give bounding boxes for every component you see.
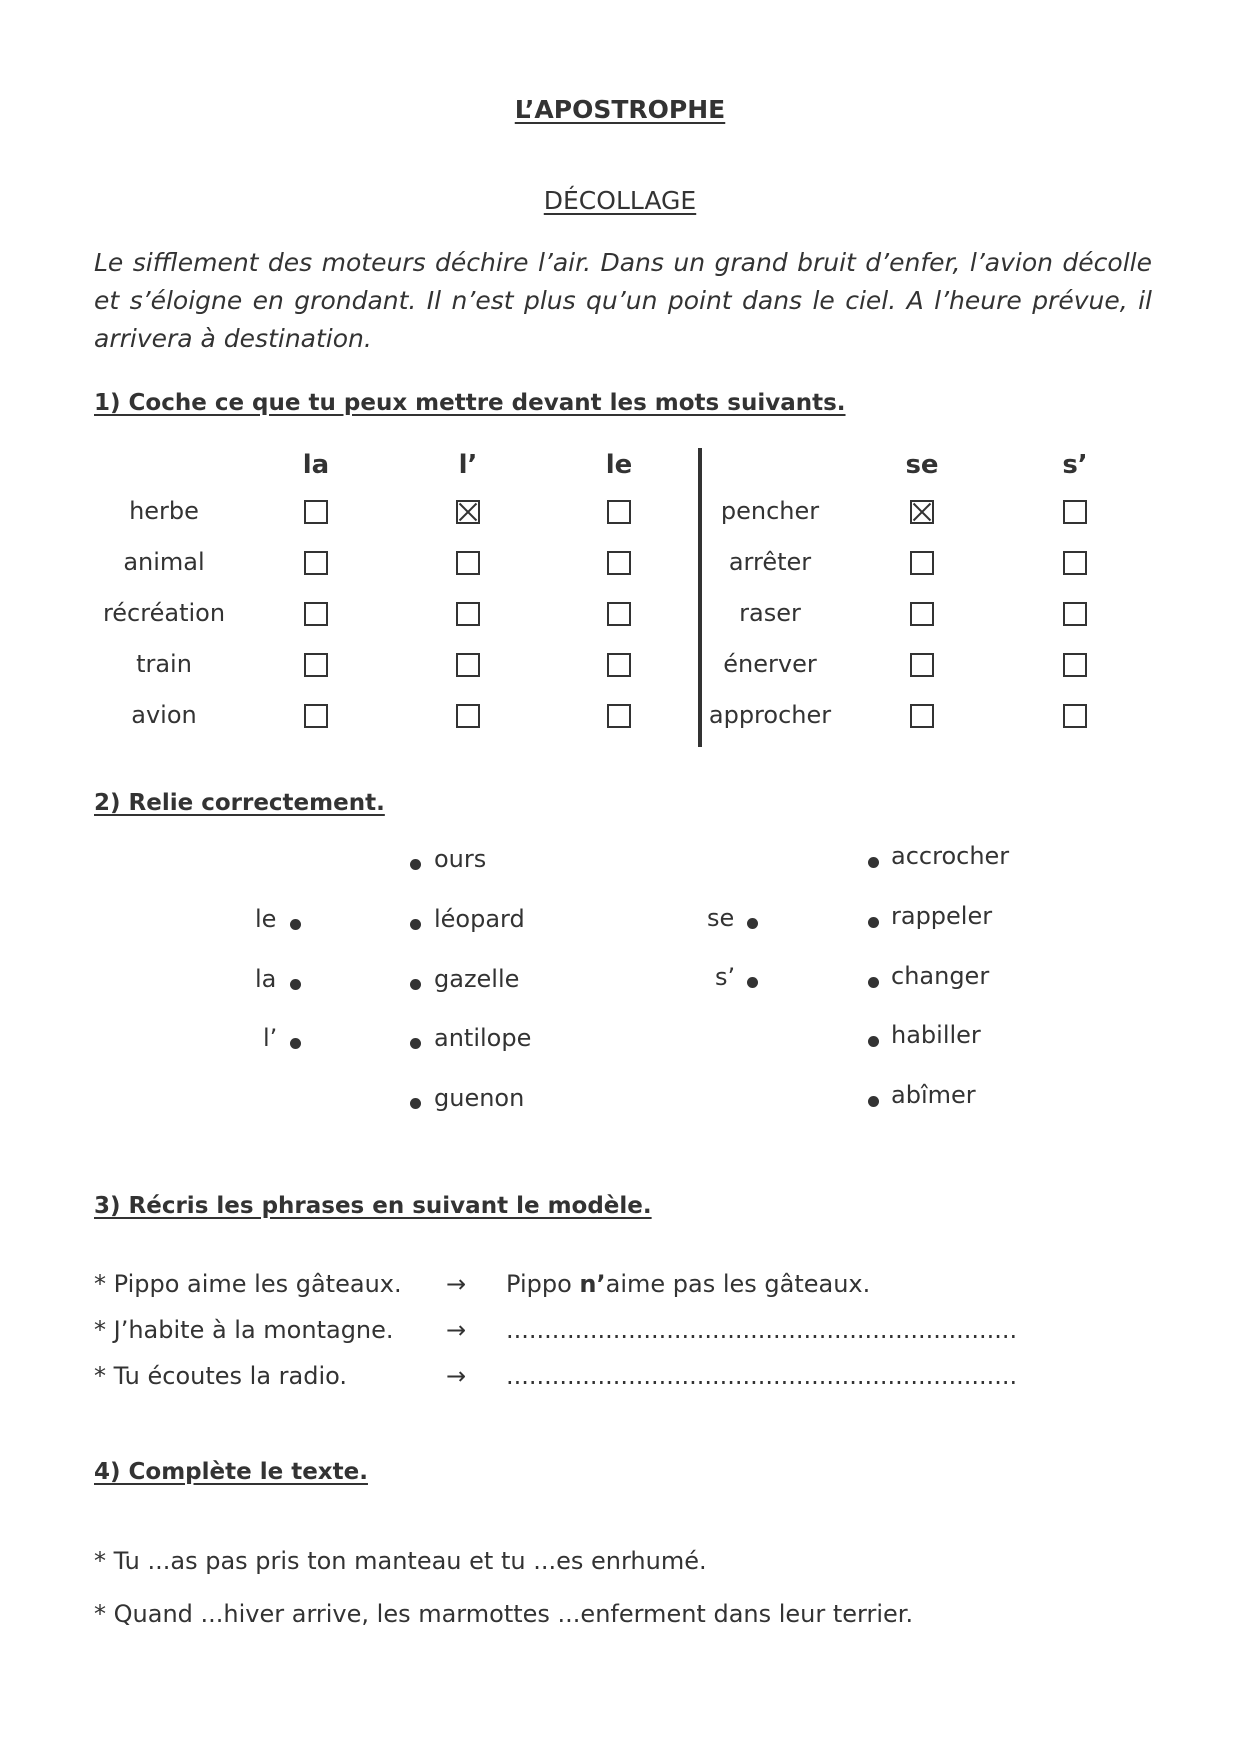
word-right: raser (739, 599, 801, 627)
checkbox[interactable] (910, 551, 934, 575)
checkbox[interactable] (456, 602, 480, 626)
match-dot[interactable] (868, 917, 879, 928)
checkbox[interactable] (607, 500, 631, 524)
checkbox[interactable] (456, 653, 480, 677)
checkbox[interactable] (304, 551, 328, 575)
checkbox[interactable] (910, 500, 934, 524)
match-dot[interactable] (868, 977, 879, 988)
checkbox[interactable] (456, 500, 480, 524)
match-dot[interactable] (410, 859, 421, 870)
rewrite-source-3: * Tu écoutes la radio. (94, 1362, 348, 1390)
match-dot[interactable] (410, 979, 421, 990)
match-dot[interactable] (410, 1038, 421, 1049)
arrow-3: → (446, 1362, 467, 1390)
word-left: récréation (102, 599, 226, 627)
rewrite-model-answer (506, 1270, 870, 1298)
article-label: la (255, 965, 277, 993)
col-header-la: la (302, 450, 330, 480)
checkbox[interactable] (1063, 500, 1087, 524)
exercise-2-heading: 2) Relie correctement. (94, 790, 385, 816)
page-title: L’APOSTROPHE (514, 95, 726, 124)
verb-label: rappeler (891, 902, 993, 930)
word-left: herbe (129, 497, 199, 525)
checkbox[interactable] (910, 602, 934, 626)
noun-label: ours (434, 845, 487, 873)
checkbox[interactable] (456, 704, 480, 728)
fill-in-line-2: * Quand ...hiver arrive, les marmottes ...enferment dans leur terrier. (94, 1600, 914, 1628)
pronoun-label: se (707, 904, 735, 932)
pronoun-label: s’ (715, 963, 736, 991)
answer-blank-3[interactable]: ................................................................... (506, 1362, 1018, 1390)
match-dot[interactable] (868, 1096, 879, 1107)
verb-label: changer (891, 962, 990, 990)
checkbox[interactable] (1063, 704, 1087, 728)
word-left: train (136, 650, 192, 678)
verb-label: habiller (891, 1021, 981, 1049)
arrow-1: → (446, 1270, 467, 1298)
checkbox[interactable] (1063, 653, 1087, 677)
col-header-se: se (905, 450, 939, 480)
checkbox[interactable] (1063, 551, 1087, 575)
fill-in-line-1: * Tu ...as pas pris ton manteau et tu ...es enrhumé. (94, 1547, 707, 1575)
intro-paragraph: Le sifflement des moteurs déchire l’air. Dans un grand bruit d’enfer, l’avion décolle et s’éloigne en grondant. Il n’est plus qu’un point dans le ciel. A l’heure prévue, il arrivera à destination. (94, 248, 1152, 353)
noun-label: antilope (434, 1024, 532, 1052)
verb-label: accrocher (891, 842, 1010, 870)
checkbox[interactable] (607, 602, 631, 626)
verb-label: abîmer (891, 1081, 976, 1109)
match-dot[interactable] (410, 1098, 421, 1109)
match-dot[interactable] (290, 919, 301, 930)
noun-label: guenon (434, 1084, 525, 1112)
word-right: énerver (723, 650, 817, 678)
model-answer-part-2: aime pas les gâteaux. (605, 1270, 871, 1298)
rewrite-source-2: * J’habite à la montagne. (94, 1316, 394, 1344)
checkbox[interactable] (304, 704, 328, 728)
checkbox[interactable] (910, 653, 934, 677)
checkbox[interactable] (607, 704, 631, 728)
word-right: pencher (720, 497, 820, 525)
word-left: animal (123, 548, 205, 576)
page-subtitle: DÉCOLLAGE (543, 186, 697, 215)
answer-blank-2[interactable]: ................................................................... (506, 1316, 1018, 1344)
model-answer-part-1: Pippo (506, 1270, 580, 1298)
match-dot[interactable] (747, 918, 758, 929)
noun-label: léopard (434, 905, 525, 933)
checkbox[interactable] (304, 653, 328, 677)
noun-label: gazelle (434, 965, 520, 993)
checkbox[interactable] (1063, 602, 1087, 626)
match-dot[interactable] (290, 1038, 301, 1049)
article-label: l’ (263, 1024, 278, 1052)
word-right: approcher (708, 701, 832, 729)
match-dot[interactable] (868, 857, 879, 868)
col-header-l-apostrophe: l’ (458, 450, 478, 480)
checkbox[interactable] (456, 551, 480, 575)
match-dot[interactable] (868, 1036, 879, 1047)
model-answer-negation: n’ (579, 1270, 606, 1298)
word-right: arrêter (728, 548, 812, 576)
col-header-s-apostrophe: s’ (1062, 450, 1088, 480)
word-left: avion (131, 701, 197, 729)
match-dot[interactable] (290, 979, 301, 990)
match-dot[interactable] (747, 977, 758, 988)
article-label: le (255, 905, 277, 933)
exercise-4-heading: 4) Complète le texte. (94, 1459, 368, 1485)
exercise-3-heading: 3) Récris les phrases en suivant le modèle. (94, 1193, 652, 1219)
arrow-2: → (446, 1316, 467, 1344)
checkbox[interactable] (910, 704, 934, 728)
exercise-1-heading: 1) Coche ce que tu peux mettre devant les mots suivants. (94, 390, 846, 416)
rewrite-source-1: * Pippo aime les gâteaux. (94, 1270, 402, 1298)
checkbox[interactable] (607, 653, 631, 677)
checkbox[interactable] (607, 551, 631, 575)
checkbox[interactable] (304, 602, 328, 626)
checkbox[interactable] (304, 500, 328, 524)
col-header-le: le (605, 450, 633, 480)
match-dot[interactable] (410, 919, 421, 930)
